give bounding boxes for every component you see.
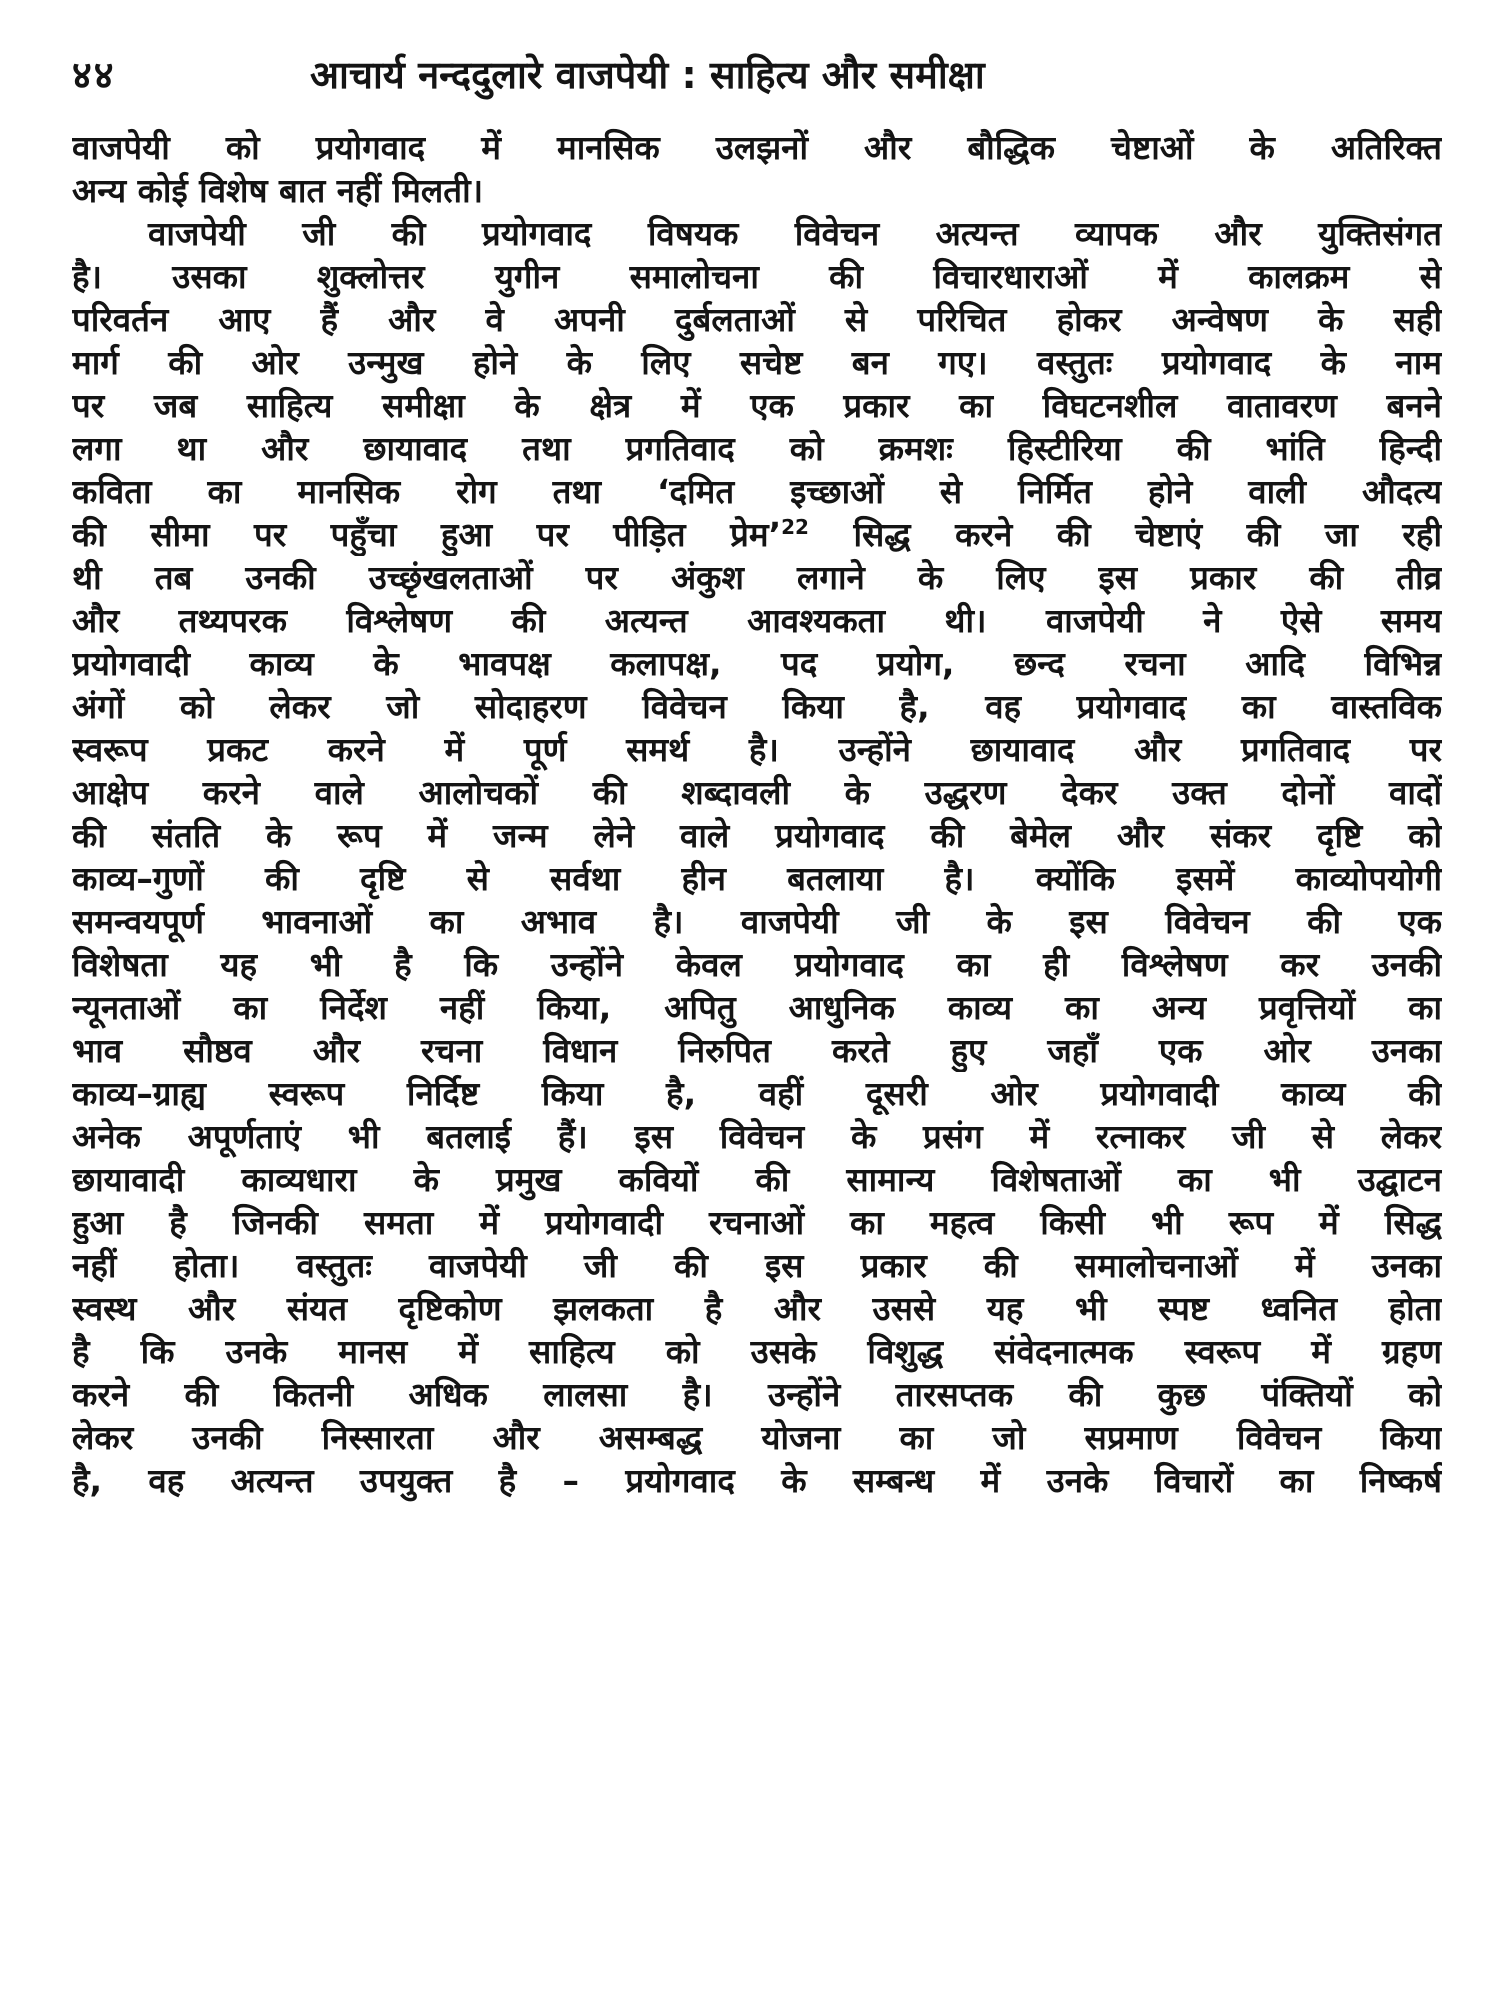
text-line-tail: सिद्ध करने की चेष्टाएं की जा रही (853, 515, 1442, 554)
text-line: थी तब उनकी उच्छृंखलताओं पर अंकुश लगाने के लिए इस प्रकार की तीव्र (72, 558, 1442, 597)
running-title: आचार्य नन्ददुलारे वाजपेयी : साहित्य और समीक्षा (310, 53, 985, 97)
text-line: परिवर्तन आए हैं और वे अपनी दुर्बलताओं से परिचित होकर अन्वेषण के सही (72, 300, 1442, 339)
page-header (72, 48, 1452, 108)
text-line: वाजपेयी जी की प्रयोगवाद विषयक विवेचन अत्यन्त व्यापक और युक्तिसंगत (148, 214, 1442, 253)
text-line: हुआ है जिनकी समता में प्रयोगवादी रचनाओं का महत्व किसी भी रूप में सिद्ध (72, 1203, 1442, 1242)
text-line: वाजपेयी को प्रयोगवाद में मानसिक उलझनों और बौद्धिक चेष्टाओं के अतिरिक्त (72, 128, 1442, 167)
text-line: अंगों को लेकर जो सोदाहरण विवेचन किया है, वह प्रयोगवाद का वास्तविक (72, 687, 1442, 726)
text-line: काव्य–गुणों की दृष्टि से सर्वथा हीन बतलाया है। क्योंकि इसमें काव्योपयोगी (72, 859, 1442, 898)
text-line: मार्ग की ओर उन्मुख होने के लिए सचेष्ट बन गए। वस्तुतः प्रयोगवाद के नाम (72, 343, 1442, 382)
text-line: पर जब साहित्य समीक्षा के क्षेत्र में एक प्रकार का विघटनशील वातावरण बनने (72, 386, 1442, 425)
text-line: और तथ्यपरक विश्लेषण की अत्यन्त आवश्यकता थी। वाजपेयी ने ऐसे समय (72, 601, 1442, 640)
text-line: है। उसका शुक्लोत्तर युगीन समालोचना की विचारधाराओं में कालक्रम से (72, 257, 1442, 296)
text-line: छायावादी काव्यधारा के प्रमुख कवियों की सामान्य विशेषताओं का भी उद्घाटन (72, 1160, 1442, 1199)
body-paragraphs (72, 126, 1442, 1502)
text-line: न्यूनताओं का निर्देश नहीं किया, अपितु आधुनिक काव्य का अन्य प्रवृत्तियों का (72, 988, 1442, 1027)
text-line: प्रयोगवादी काव्य के भावपक्ष कलापक्ष, पद प्रयोग, छन्द रचना आदि विभिन्न (72, 644, 1442, 683)
text-line: है कि उनके मानस में साहित्य को उसके विशुद्ध संवेदनात्मक स्वरूप में ग्रहण (72, 1332, 1442, 1371)
text-line: स्वरूप प्रकट करने में पूर्ण समर्थ है। उन्होंने छायावाद और प्रगतिवाद पर (72, 730, 1442, 769)
text-line: लगा था और छायावाद तथा प्रगतिवाद को क्रमशः हिस्टीरिया की भांति हिन्दी (72, 429, 1442, 468)
text-line: आक्षेप करने वाले आलोचकों की शब्दावली के उद्धरण देकर उक्त दोनों वादों (72, 773, 1442, 812)
text-line: काव्य–ग्राह्य स्वरूप निर्दिष्ट किया है, वहीं दूसरी ओर प्रयोगवादी काव्य की (72, 1074, 1442, 1113)
text-line: है, वह अत्यन्त उपयुक्त है – प्रयोगवाद के सम्बन्ध में उनके विचारों का निष्कर्ष (72, 1461, 1442, 1500)
text-line: स्वस्थ और संयत दृष्टिकोण झलकता है और उससे यह भी स्पष्ट ध्वनित होता (72, 1289, 1442, 1328)
text-line: भाव सौष्ठव और रचना विधान निरुपित करते हुए जहाँ एक ओर उनका (72, 1031, 1442, 1070)
text-line: नहीं होता। वस्तुतः वाजपेयी जी की इस प्रकार की समालोचनाओं में उनका (72, 1246, 1442, 1285)
text-line: की संतति के रूप में जन्म लेने वाले प्रयोगवाद की बेमेल और संकर दृष्टि को (72, 816, 1442, 855)
text-line: लेकर उनकी निस्सारता और असम्बद्ध योजना का जो सप्रमाण विवेचन किया (72, 1418, 1442, 1457)
text-line: विशेषता यह भी है कि उन्होंने केवल प्रयोगवाद का ही विश्लेषण कर उनकी (72, 945, 1442, 984)
text-line: समन्वयपूर्ण भावनाओं का अभाव है। वाजपेयी जी के इस विवेचन की एक (72, 902, 1442, 941)
page-number: ४४ (72, 53, 116, 97)
text-line-head: की सीमा पर पहुँचा हुआ पर पीड़ित प्रेम’ (72, 515, 782, 554)
footnote-reference: 22 (781, 515, 809, 539)
text-line: अन्य कोई विशेष बात नहीं मिलती। (72, 171, 484, 210)
text-line-with-footnote (72, 513, 1442, 556)
text-line: अनेक अपूर्णताएं भी बतलाई हैं। इस विवेचन के प्रसंग में रत्नाकर जी से लेकर (72, 1117, 1442, 1156)
text-line: कविता का मानसिक रोग तथा ‘दमित इच्छाओं से निर्मित होने वाली औदत्य (72, 472, 1442, 511)
text-line: करने की कितनी अधिक लालसा है। उन्होंने तारसप्तक की कुछ पंक्तियों को (72, 1375, 1442, 1414)
